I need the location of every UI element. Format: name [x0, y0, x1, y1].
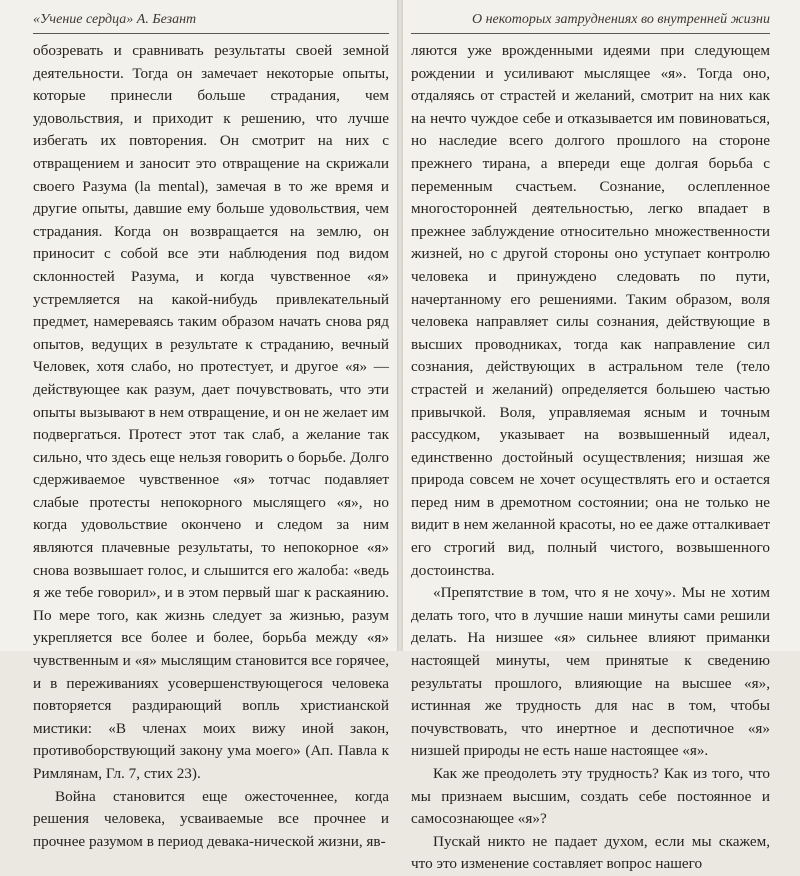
right-body-text: [411, 40, 770, 876]
left-body-text: [33, 40, 389, 853]
paragraph: Пускай никто не падает духом, если мы скажем, что это изменение составляет вопрос нашего: [411, 832, 770, 873]
left-running-head: [33, 0, 389, 34]
right-running-head-text: О некоторых затруднениях во внутренней жизни: [471, 12, 770, 27]
paragraph: ляются уже врожденными идеями при следующем рождении и усиливают мыслящее «я». Тогда оно, отдаляясь от страстей и желаний, смотрит на них как на нечто чуждое себе и отказывается им повиноваться, но наследие всего долгого прошлого на стороне прежнего тирана, а впереди еще долгая борьба с переменным счастьем. Сознание, ослепленное многосторонней деятельностью, легко впадает в прежнее заблуждение относительно множественности жизней, но с другой стороны оно уступает контролю человека и принуждено следовать по пути, начертанному его решениями. Таким образом, воля человека направляет силы сознания, действующие в высших проводниках, тогда как направление сил сознания, действующих в астральном теле (тело страстей и желаний) определяется большею частью привычкой. Воля, управляемая ясным и точным рассудком, указывает на возвышенный идеал, единственно достойный осуществления; низшая же природа совсем не хочет осуществлять его и остается перед ним в дремотном состоянии; она не только не видит в нем желанной красоты, но ее даже отталкивает его строгий вид, полный чистого, возвышенного достоинства.: [411, 42, 770, 579]
left-page: [0, 0, 397, 850]
paragraph: Война становится еще ожесточеннее, когда решения человека, усваиваемые все прочнее и прочнее разумом в период девака-нической жизни, яв-: [33, 787, 389, 850]
paragraph: обозревать и сравнивать результаты своей земной деятельности. Тогда он замечает некоторые опыты, которые принесли больше страдания, чем удовольствия, и приходит к решению, что лучше избегать их повторения. Он смотрит на них с отвращением и заносит это отвращение на скрижали своего Разума (la mental), замечая в то же время и другие опыты, давшие ему больше удовольствия, чем страдания. Когда он возвращается на землю, он приносит с собой все эти наблюдения под видом склонностей Разума, и когда чувственное «я» устремляется на какой-нибудь привлекательный предмет, намереваясь таким образом начать снова ряд опытов, ведущих в результате к страданию, вечный Человек, хотя слабо, но протестует, и другое «я» — действующее как разум, дает почувствовать, что эти опыты вызывают в нем отвращение, и он не желает им подвергаться. Протест этот так слаб, а желание так сильно, что здесь еще нельзя говорить о борьбе. Долго сдерживаемое чувственное «я» тотчас подавляет слабые протесты непокорного мыслящего «я», но когда удовольствие окончено и следом за ним являются плачевные результаты, то непокорное «я» снова возвышает голос, и слышится его жалоба: «ведь я же тебе говорил», и в этом первый шаг к раскаянию. По мере того, как жизнь следует за жизнью, разум укрепляется все более и более, борьба между «я» чувственным и «я» мыслящим становится все горячее, и в переживаниях усовершенствующегося человека повторяется раздирающий вопль христианской мистики: «В членах моих вижу иной закон, противоборствующий закону ума моего» (Ап. Павла к Римлянам, Гл. 7, стих 23).: [33, 42, 389, 782]
paragraph: Как же преодолеть эту трудность? Как из того, что мы признаем высшим, создать себе постоянное и самосознающее «я»?: [411, 765, 770, 828]
right-page: [403, 0, 800, 873]
right-running-head: [411, 0, 770, 34]
paragraph: «Препятствие в том, что я не хочу». Мы не хотим делать того, что в лучшие наши минуты сами решили делать. На низшее «я» сильнее влияют приманки настоящей минуты, чем принятые к сведению результаты прошлого, влияющие на высшее «я», истинная же трудность для нас в том, чтобы почувствовать, что инертное и деспотичное «я» низшей природы не есть наше настоящее «я».: [411, 584, 770, 760]
left-running-head-text: «Учение сердца» А. Безант: [33, 12, 197, 27]
